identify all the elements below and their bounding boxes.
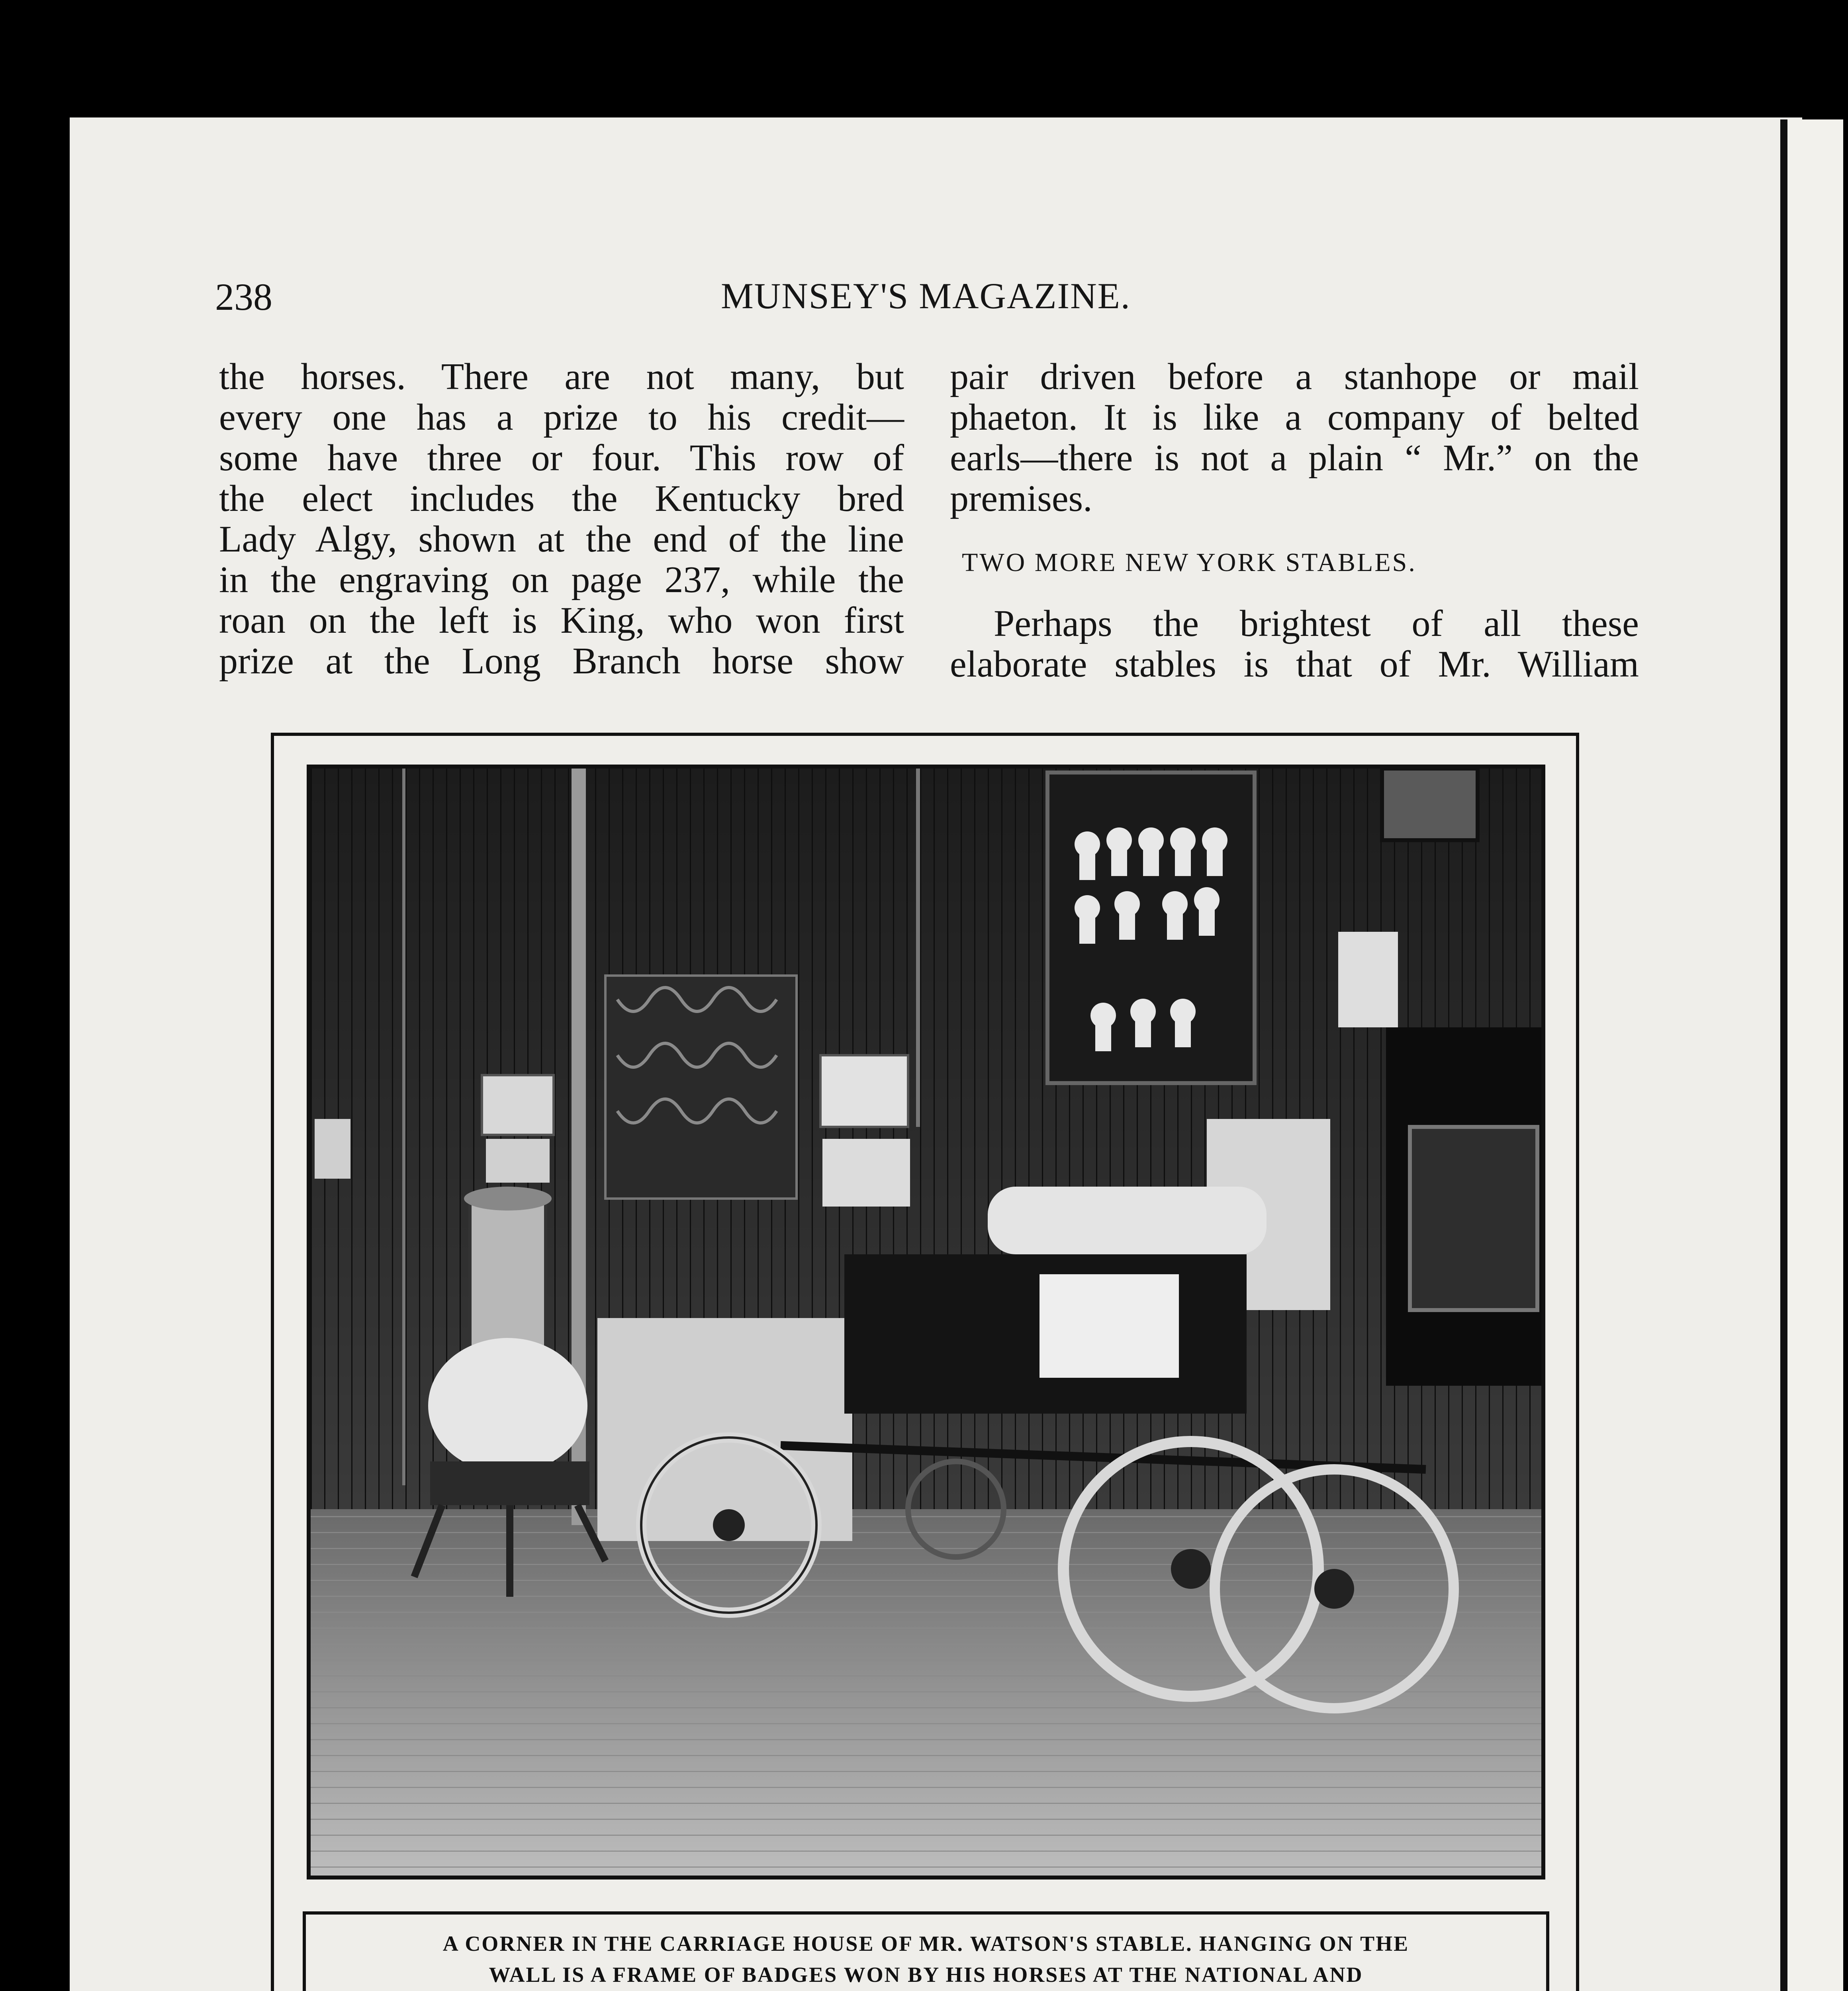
text-line: every one has a prize to his credit— — [219, 397, 904, 438]
text-line: in the engraving on page 237, while the — [219, 559, 904, 600]
text-column-top-left — [219, 356, 904, 681]
caption-line: A CORNER IN THE CARRIAGE HOUSE OF MR. WATSON'S STABLE. HANGING ON THE — [442, 1932, 1409, 1956]
text-line: some have three or four. This row of — [219, 437, 904, 479]
caption-line: WALL IS A FRAME OF BADGES WON BY HIS HORSES AT THE NATIONAL AND — [489, 1963, 1363, 1987]
adjacent-page-edge — [1780, 119, 1843, 1991]
text-line: Perhaps the brightest of all these — [994, 603, 1639, 644]
photo-illustration — [311, 769, 1541, 1876]
text-line: the horses. There are not many, but — [219, 356, 904, 397]
text-line: phaeton. It is like a company of belted — [950, 397, 1639, 438]
carriage-house-photograph — [307, 765, 1545, 1880]
text-line: elaborate stables is that of Mr. William — [950, 643, 1639, 685]
text-line: roan on the left is King, who won first — [219, 600, 904, 641]
figure-caption-box — [303, 1911, 1549, 1991]
text-line: the elect includes the Kentucky bred — [219, 478, 904, 519]
running-title: MUNSEY'S MAGAZINE. — [721, 276, 1131, 316]
text-line: earls—there is not a plain “ Mr.” on the — [950, 437, 1639, 479]
text-column-top-right-2 — [950, 603, 1639, 685]
text-line: premises. — [950, 478, 1092, 519]
page-number: 238 — [215, 276, 272, 318]
text-line: pair driven before a stanhope or mail — [950, 356, 1639, 397]
text-column-top-right — [950, 356, 1639, 519]
text-line: prize at the Long Branch horse show — [219, 640, 904, 682]
section-subheading: TWO MORE NEW YORK STABLES. — [962, 548, 1417, 577]
text-line: Lady Algy, shown at the end of the line — [219, 518, 904, 560]
